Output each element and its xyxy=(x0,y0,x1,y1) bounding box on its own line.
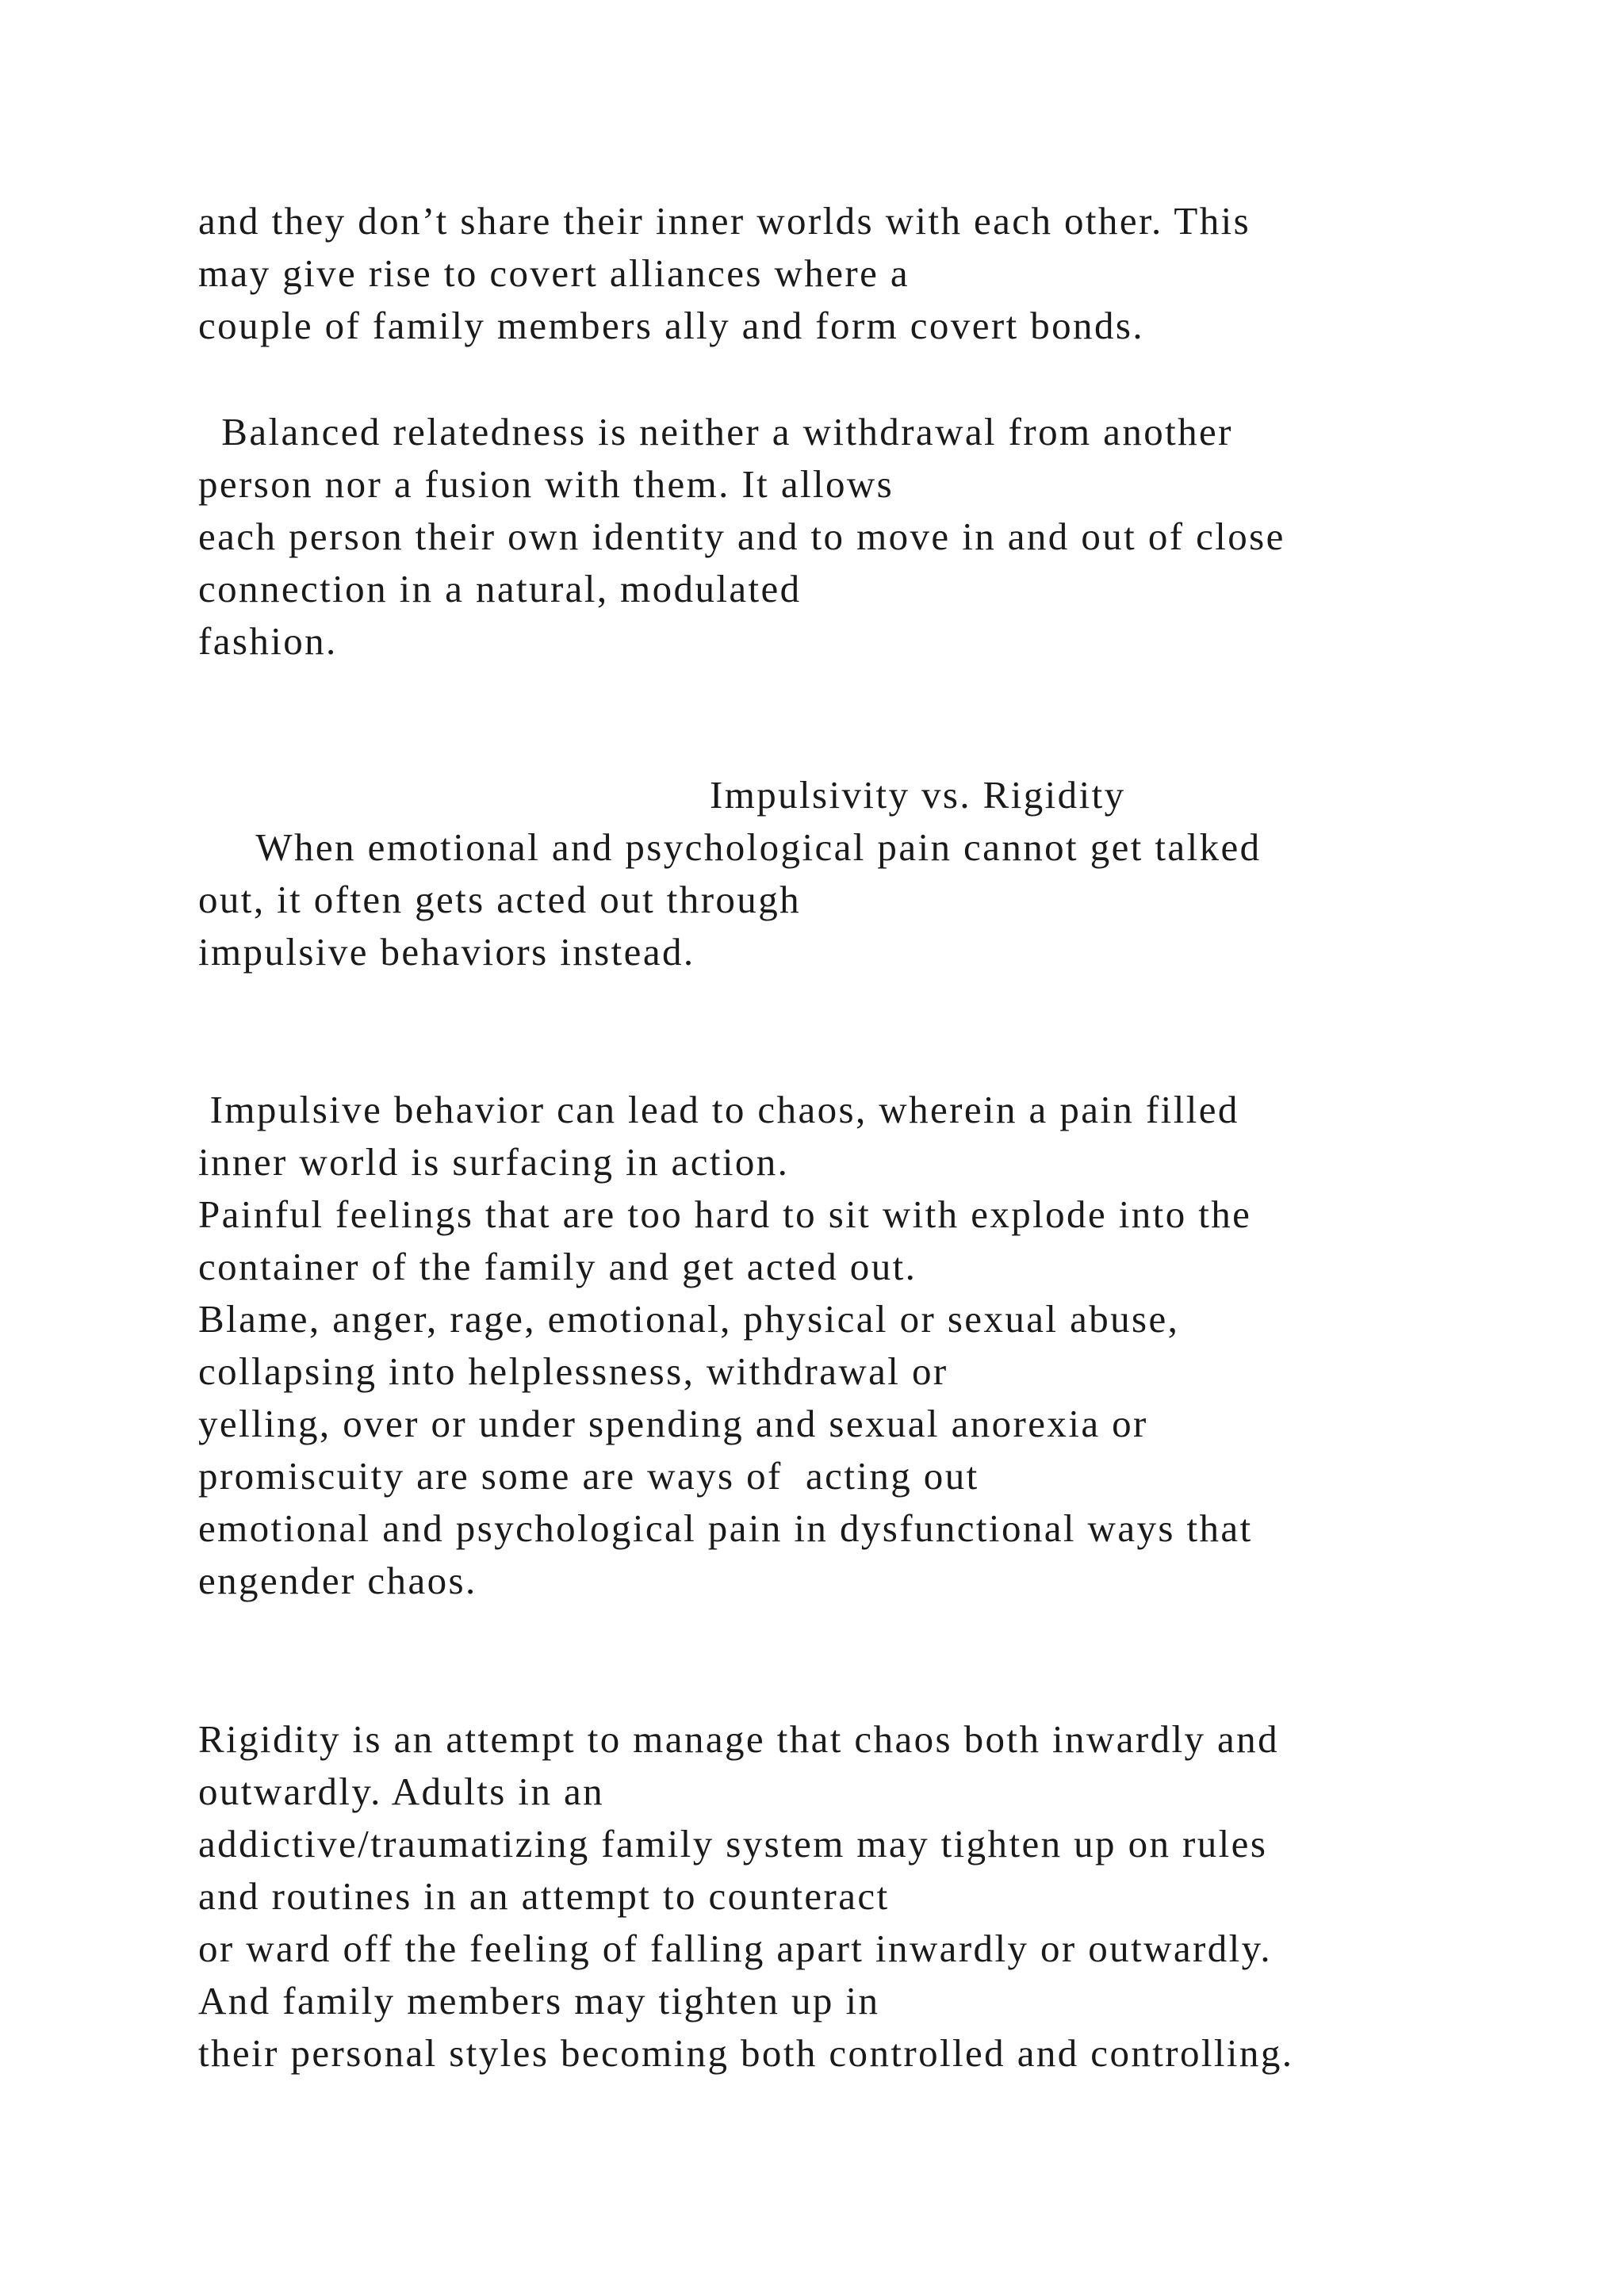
text-line: fashion. xyxy=(198,619,338,663)
text-line: each person their own identity and to move in and out of close xyxy=(198,515,1285,558)
text-line: yelling, over or under spending and sexual anorexia or xyxy=(198,1402,1148,1445)
text-line: Blame, anger, rage, emotional, physical or sexual abuse, xyxy=(198,1297,1180,1341)
text-line: And family members may tighten up in xyxy=(198,1979,880,2022)
text-line: addictive/traumatizing family system may tighten up on rules xyxy=(198,1822,1268,1866)
text-line: couple of family members ally and form covert bonds. xyxy=(198,304,1144,347)
text-line: inner world is surfacing in action. xyxy=(198,1140,790,1184)
text-line: collapsing into helplessness, withdrawal or xyxy=(198,1349,948,1393)
text-line: may give rise to covert alliances where a xyxy=(198,251,910,295)
text-line: outwardly. Adults in an xyxy=(198,1770,605,1813)
text-line: Painful feelings that are too hard to sit with explode into the xyxy=(198,1192,1252,1236)
section-heading: Impulsivity vs. Rigidity xyxy=(710,773,1126,817)
text-line: emotional and psychological pain in dysfunctional ways that xyxy=(198,1506,1253,1550)
text-line: or ward off the feeling of falling apart inwardly or outwardly. xyxy=(198,1927,1273,1970)
text-line: and routines in an attempt to counteract xyxy=(198,1874,890,1918)
text-line: and they don’t share their inner worlds with each other. This xyxy=(198,199,1251,243)
text-line: connection in a natural, modulated xyxy=(198,567,802,610)
text-line: out, it often gets acted out through xyxy=(198,878,802,921)
text-line: Balanced relatedness is neither a withdrawal from another xyxy=(198,410,1233,453)
text-line: person nor a fusion with them. It allows xyxy=(198,462,894,506)
text-line: container of the family and get acted out. xyxy=(198,1245,917,1288)
text-line: When emotional and psychological pain cannot get talked xyxy=(198,825,1262,869)
text-line: engender chaos. xyxy=(198,1559,477,1602)
text-line: Rigidity is an attempt to manage that chaos both inwardly and xyxy=(198,1717,1279,1761)
text-line: impulsive behaviors instead. xyxy=(198,930,695,974)
text-line: promiscuity are some are ways of acting out xyxy=(198,1454,979,1498)
text-line: Impulsive behavior can lead to chaos, wherein a pain filled xyxy=(198,1088,1239,1131)
text-line: their personal styles becoming both controlled and controlling. xyxy=(198,2031,1294,2075)
